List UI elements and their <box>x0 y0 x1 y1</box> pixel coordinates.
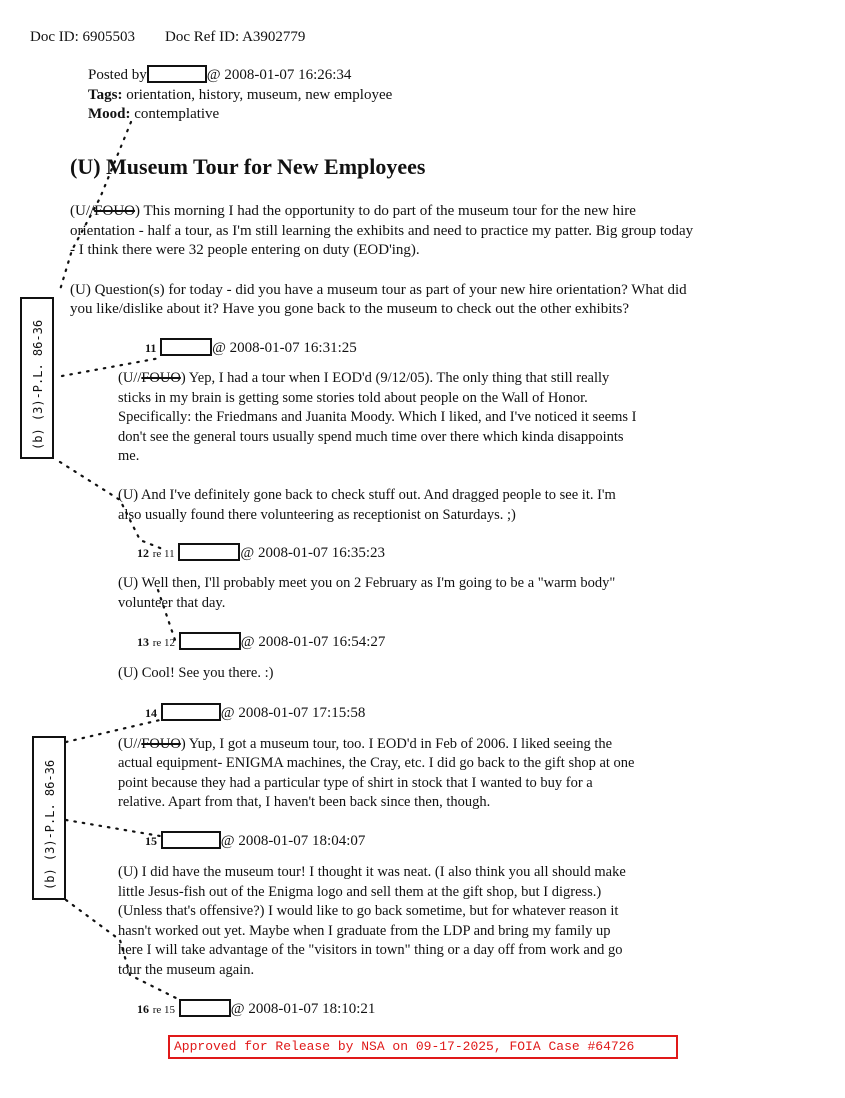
connector-line <box>60 462 165 550</box>
comment-ref: re 15 <box>152 1004 176 1016</box>
comment-11-line-7: also usually found there volunteering as receptionist on Saturdays. ;) <box>118 507 516 523</box>
connector-line <box>158 590 175 640</box>
mood-value: contemplative <box>130 106 220 122</box>
comment-number: 16 <box>137 1002 149 1016</box>
classification-prefix: (U// <box>118 370 142 386</box>
classification-prefix: (U// <box>70 203 95 219</box>
comment-time: @ 2008-01-07 16:35:23 <box>240 545 386 561</box>
comment-15-line-5: here I will take advantage of the "visitors in town" thing or a day off from work and go <box>118 942 623 958</box>
comment-11-line-3: Specifically: the Friedmans and Juanita Moody. Which I liked, and I've noticed it seems I <box>118 409 637 425</box>
comment-ref: re 12 <box>152 637 176 649</box>
comment-13-line-1: (U) Cool! See you there. :) <box>118 665 274 681</box>
struck-classification: FOUO <box>141 370 181 386</box>
comment-11-line-2: sticks in my brain is getting some stories told about people on the Wall of Honor. <box>118 390 588 406</box>
connector-line <box>60 122 131 290</box>
doc-id: Doc ID: 6905503 <box>30 29 135 45</box>
post-paragraph-1-line-3: - I think there were 32 people entering on duty (EOD'ing). <box>70 242 420 258</box>
comment-time: @ 2008-01-07 17:15:58 <box>220 705 366 721</box>
comment-14-line-2: actual equipment- ENIGMA machines, the Cray, etc. I did go back to the gift shop at one <box>118 755 635 771</box>
post-paragraph-1-line-2: orientation - half a tour, as I'm still learning the exhibits and need to practice my patter. Big group today <box>70 223 694 239</box>
comment-11-line-4: don't see the general tours usually spend much time over there which kinda disappoints <box>118 429 624 445</box>
comment-12-line-2: volunteer that day. <box>118 595 226 611</box>
comment-12-line-1: (U) Well then, I'll probably meet you on 2 February as I'm going to be a "warm body" <box>118 575 616 591</box>
foia-approval-stamp: Approved for Release by NSA on 09-17-2025, FOIA Case #64726 <box>168 1035 678 1059</box>
comment-text: ) Yup, I got a museum tour, too. I EOD'd in Feb of 2006. I liked seeing the <box>180 736 613 752</box>
comment-14-line-4: relative. Apart from that, I haven't been back since then, though. <box>118 794 491 810</box>
comment-15-line-6: tour the museum again. <box>118 962 255 978</box>
comment-number: 11 <box>145 341 157 355</box>
exemption-text: (b) (3)-P.L. 86-36 <box>43 759 57 890</box>
comment-15-line-2: little Jesus-fish out of the Enigma logo and sell them at the gift shop, but I digress.) <box>118 884 602 900</box>
mood-label: Mood: <box>88 106 131 122</box>
comment-number: 13 <box>137 635 149 649</box>
tags-label: Tags: <box>88 87 123 103</box>
classification-prefix: (U// <box>118 736 142 752</box>
comment-time: @ 2008-01-07 18:10:21 <box>230 1001 376 1017</box>
comment-number: 15 <box>145 834 157 848</box>
comment-15-line-4: hasn't worked out yet. Maybe when I graduate from the LDP and bring my family up <box>118 923 611 939</box>
posted-time: @ 2008-01-07 16:26:34 <box>206 67 352 83</box>
post-paragraph-2-line-1: (U) Question(s) for today - did you have a museum tour as part of your new hire orientation? What did <box>70 282 687 298</box>
connector-line <box>66 820 160 836</box>
struck-classification: FOUO <box>141 736 181 752</box>
connector-line <box>62 358 160 376</box>
connector-line <box>66 900 180 1000</box>
doc-ref-id: Doc Ref ID: A3902779 <box>165 29 306 45</box>
comment-number: 12 <box>137 546 149 560</box>
comment-15-line-3: (Unless that's offensive?) I would like to go back sometime, but for whatever reason it <box>118 903 619 919</box>
post-title: (U) Museum Tour for New Employees <box>70 154 426 179</box>
comment-11-line-5: me. <box>118 448 140 464</box>
comment-time: @ 2008-01-07 16:31:25 <box>212 340 357 356</box>
posted-by-label: Posted by <box>88 67 147 83</box>
comment-ref: re 11 <box>152 548 175 560</box>
post-text: ) This morning I had the opportunity to do part of the museum tour for the new hire <box>135 203 636 219</box>
comment-14-line-3: point because they had a particular type of shirt in stock that I wanted to buy for a <box>118 775 593 791</box>
comment-11-line-6: (U) And I've definitely gone back to check stuff out. And dragged people to see it. I'm <box>118 487 616 503</box>
comment-time: @ 2008-01-07 18:04:07 <box>220 833 366 849</box>
tags-value: orientation, history, museum, new employee <box>122 87 393 103</box>
post-paragraph-2-line-2: you like/dislike about it? Have you gone back to the museum to check out the other exhibits? <box>70 301 630 317</box>
connector-line <box>66 720 160 742</box>
comment-time: @ 2008-01-07 16:54:27 <box>240 634 386 650</box>
comment-15-line-1: (U) I did have the museum tour! I thought it was neat. (I also think you all should make <box>118 864 626 880</box>
comment-number: 14 <box>145 706 157 720</box>
exemption-text: (b) (3)-P.L. 86-36 <box>31 319 45 450</box>
comment-text: ) Yep, I had a tour when I EOD'd (9/12/05). The only thing that still really <box>180 370 610 386</box>
struck-classification: FOUO <box>94 203 136 219</box>
